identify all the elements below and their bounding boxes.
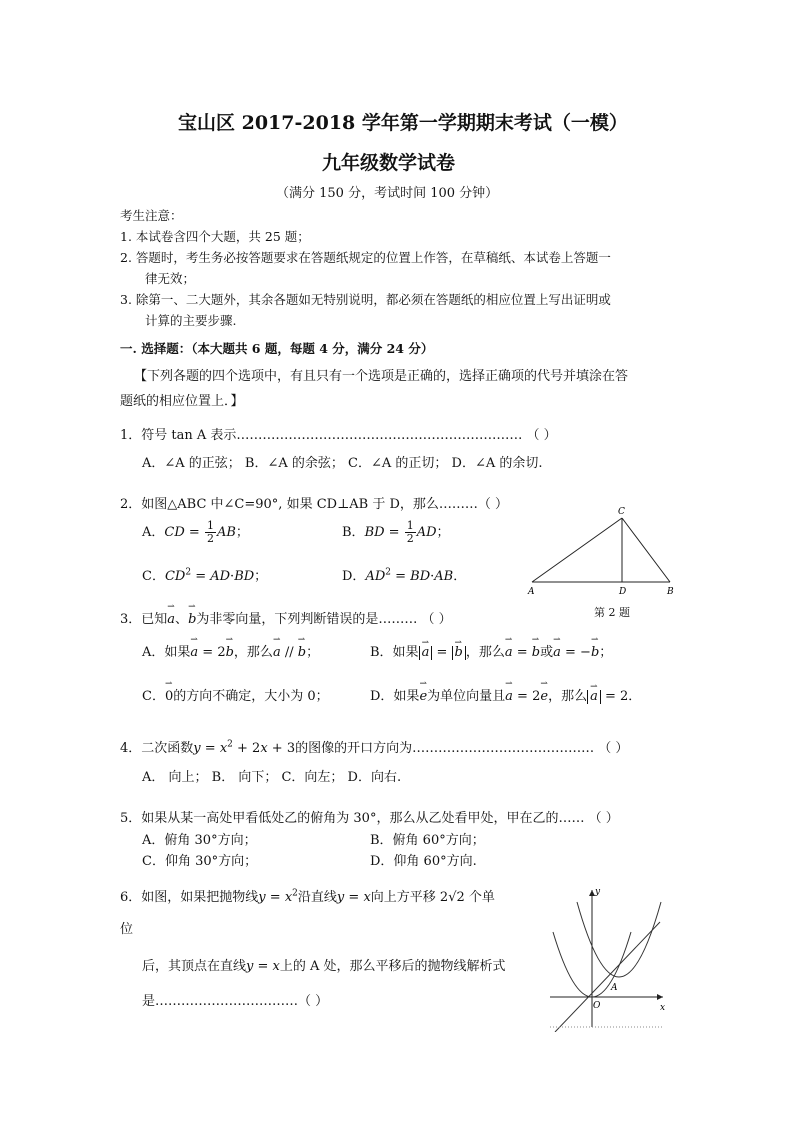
label-c: C (618, 507, 625, 517)
q2-option-d: D．$AD^2 = BD\cdot AB$． (342, 567, 467, 584)
q1-stem: 1．符号 tan A 表示………………………………………………………… （ ） (120, 428, 557, 443)
q2-option-a: A．CD = $\frac{1}{2}$ AB； (142, 519, 249, 545)
notice-item-3: 3. 除第一、二大题外，其余各题如无特别说明，都必须在答题纸的相应位置上写出证明或 (120, 292, 611, 307)
exam-info: （满分 150 分，考试时间 100 分钟） (276, 186, 499, 201)
x-axis-arrow-icon (657, 994, 663, 1000)
q3-option-a: A．如果⇀ a = 2⇀ b，那么⇀ a // ⇀ b； (142, 641, 319, 660)
q6-line-2: 位 (120, 922, 134, 937)
q5-option-d: D．仰角 60°方向. (370, 854, 477, 869)
q3-option-d: D．如果⇀ e为单位向量且⇀ a = 2⇀ e，那么⇀ a = 2． (370, 685, 641, 704)
q5-option-a: A．俯角 30°方向； (142, 833, 257, 848)
label-a: A (528, 587, 535, 597)
q2-option-b: B．BD = $\frac{1}{2}$ AD； (342, 519, 450, 545)
page-subtitle: 九年级数学试卷 (322, 152, 456, 174)
q5-option-b: B．俯角 60°方向； (370, 833, 485, 848)
triangle-side-bc (622, 518, 670, 582)
q3-option-b: B．如果⇀ a = ⇀ b ，那么⇀ a = ⇀ b或⇀ a = −⇀ b； (370, 641, 612, 660)
q1-options: A．∠A 的正弦； B．∠A 的余弦； C．∠A 的正切； D．∠A 的余切. (142, 456, 543, 471)
label-b: B (667, 587, 674, 597)
page-title: 宝山区 2017-2018 学年第一学期期末考试（一模） (178, 112, 628, 134)
q6-line-4: 是……………………………（ ） (142, 994, 329, 1009)
label-a: A (611, 983, 618, 993)
notice-item-3-cont: 计算的主要步骤. (145, 313, 237, 328)
q5-option-c: C．仰角 30°方向； (142, 854, 258, 869)
figure-q6-parabola (545, 882, 670, 1032)
q6-line-1: 6．如图，如果把抛物线$y = x^2$沿直线y = x向上方平移 2√2 个单 (120, 888, 495, 905)
notice-item-2-cont: 律无效； (145, 271, 196, 286)
q6-line-3: 后，其顶点在直线y = x上的 A 处，那么平移后的抛物线解析式 (142, 959, 506, 974)
q4-stem: 4．二次函数$y = x^2 + 2x + 3$的图像的开口方向为…………………………………… （ ） (120, 739, 629, 756)
q2-option-c: C．$CD^2 = AD\cdot BD$； (142, 567, 268, 584)
label-y: y (595, 887, 601, 897)
q4-options: A． 向上； B． 向下； C．向左； D．向右. (142, 770, 402, 785)
q3-stem: 3．已知⇀ a、⇀ b为非零向量，下列判断错误的是……… （ ） (120, 608, 452, 627)
notice-item-1: 1. 本试卷含四个大题，共 25 题； (120, 229, 310, 244)
q3-option-c: C．⇀ 0的方向不确定，大小为 0； (142, 685, 329, 704)
label-x: x (660, 1003, 666, 1013)
notice-heading: 考生注意： (120, 208, 183, 223)
figure-q2-triangle (522, 503, 682, 603)
notice-item-2: 2. 答题时，考生务必按答题要求在答题纸规定的位置上作答，在草稿纸、本试卷上答题一 (120, 250, 611, 265)
section-instruction-1: 【下列各题的四个选项中，有且只有一个选项是正确的，选择正确项的代号并填涂在答 (134, 369, 629, 384)
figure-q2-caption: 第 2 题 (594, 606, 630, 619)
section-heading: 一. 选择题：（本大题共 6 题，每题 4 分，满分 24 分） (120, 341, 434, 356)
q2-stem: 2．如图△ABC 中∠C=90°, 如果 CD⊥AB 于 D，那么………（ ） (120, 497, 509, 512)
label-d: D (619, 587, 627, 597)
label-o: O (593, 1001, 601, 1011)
triangle-side-ac (532, 518, 622, 582)
q5-stem: 5．如果从某一高处甲看低处乙的俯角为 30°，那么从乙处看甲处，甲在乙的…… （ ） (120, 811, 619, 826)
section-instruction-2: 题纸的相应位置上．】 (120, 394, 244, 409)
